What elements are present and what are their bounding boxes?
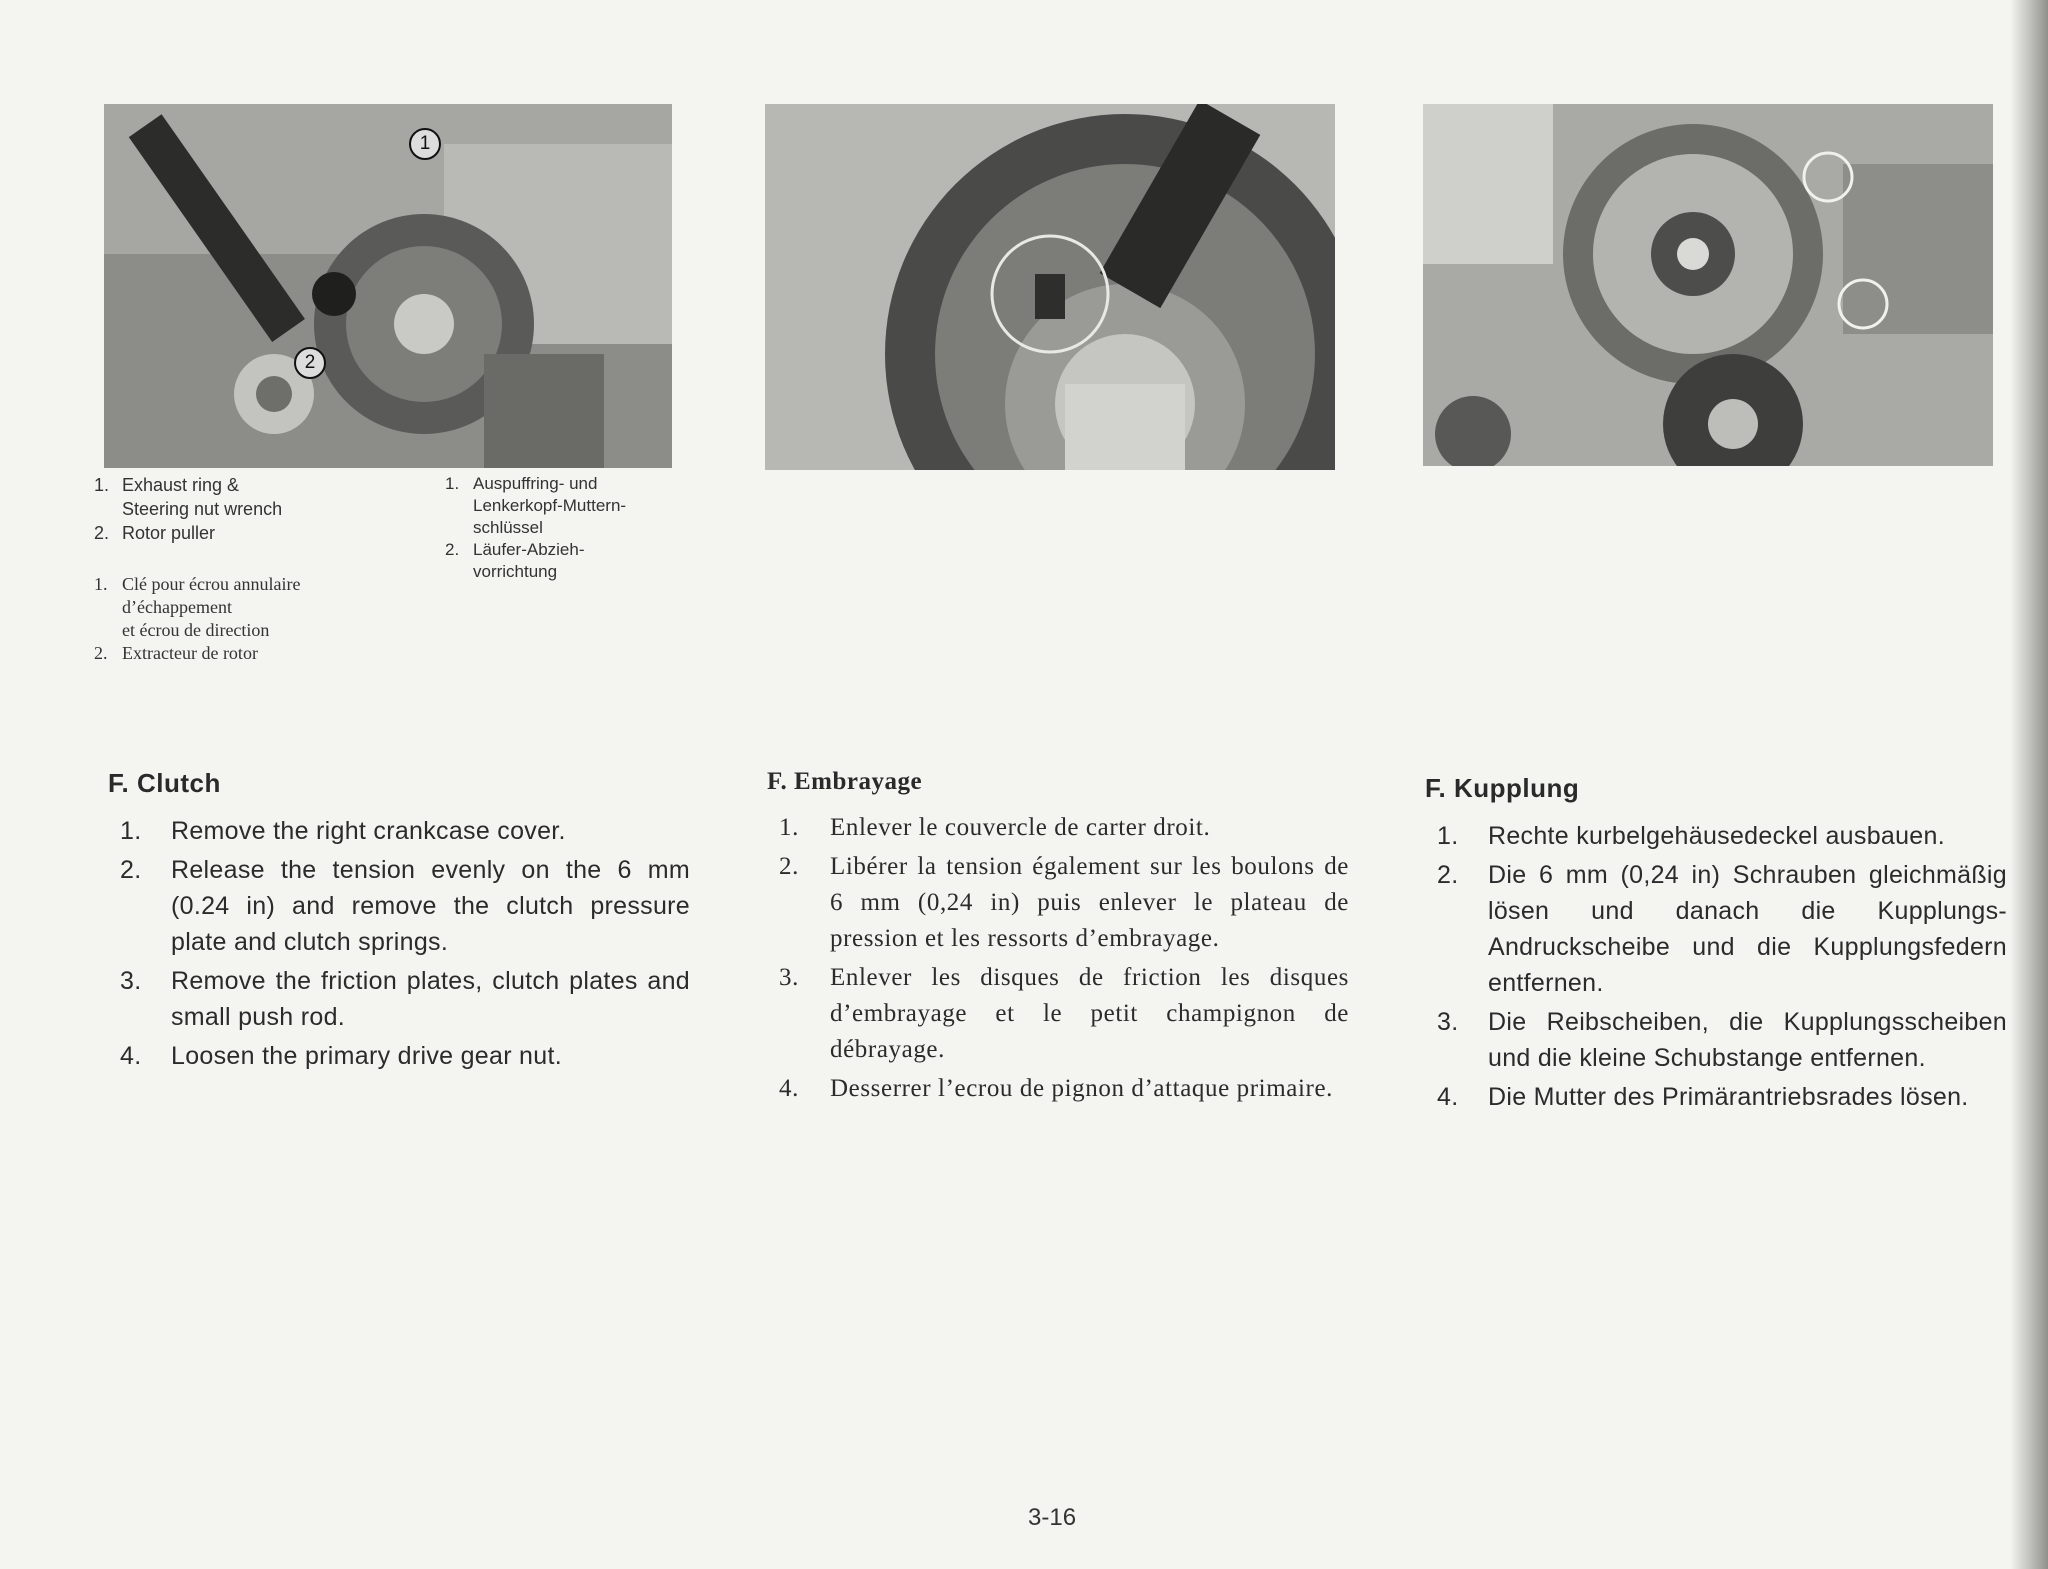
caption-num — [445, 561, 473, 583]
step-item — [767, 960, 1349, 1068]
section-title: F. Clutch — [108, 768, 221, 798]
step-number: 4. — [779, 1075, 799, 1102]
step-text: Enlever les disques de friction les disques d’embrayage et le petit champignon de débrayage. — [830, 964, 1349, 1063]
step-list — [767, 810, 1349, 1107]
caption-line — [94, 473, 282, 497]
caption-text: vorrichtung — [473, 562, 558, 581]
step-text: Release the tension evenly on the 6 mm (0.24 in) and remove the clutch pressure plate and clutch springs. — [171, 856, 690, 956]
caption-num — [445, 495, 473, 517]
caption-num: 1. — [445, 474, 460, 493]
caption-text: schlüssel — [473, 518, 543, 537]
caption-english — [94, 473, 282, 545]
caption-num: 2. — [94, 523, 110, 543]
step-number: 3. — [1437, 1008, 1459, 1036]
step-number: 2. — [120, 856, 142, 884]
step-number: 4. — [1437, 1083, 1459, 1111]
caption-text: et écrou de direction — [122, 620, 270, 640]
caption-text: Läufer-Abzieh- — [473, 540, 585, 559]
caption-line — [445, 517, 626, 539]
caption-num: 2. — [94, 643, 108, 663]
caption-line — [445, 539, 626, 561]
caption-text: Exhaust ring & — [122, 475, 240, 495]
caption-french — [94, 573, 300, 665]
photo-rotor-puller — [104, 104, 672, 468]
step-number: 3. — [779, 964, 799, 991]
step-text: Die 6 mm (0,24 in) Schrauben gleichmäßig lösen und danach die Kupplungs-Andruckscheibe und die Kupplungsfedern entfernen. — [1488, 861, 2007, 997]
step-text: Die Mutter des Primärantriebsrades lösen. — [1488, 1083, 1969, 1111]
caption-line — [445, 561, 626, 583]
callout-1: 1 — [409, 128, 441, 160]
caption-line — [94, 521, 282, 545]
step-item — [108, 852, 690, 960]
step-item — [767, 1071, 1349, 1107]
caption-num: 2. — [445, 540, 460, 559]
step-text: Loosen the primary drive gear nut. — [171, 1042, 562, 1070]
step-text: Libérer la tension également sur les boulons de 6 mm (0,24 in) puis enlever le plateau de pression et les ressorts d’embrayage. — [830, 853, 1349, 952]
step-item — [767, 849, 1349, 957]
step-list — [1425, 818, 2007, 1115]
caption-text: Extracteur de rotor — [122, 643, 258, 663]
step-number: 1. — [120, 817, 142, 845]
step-item — [1425, 1004, 2007, 1076]
caption-line — [94, 642, 300, 665]
photo-clutch-spring-bolt — [765, 104, 1335, 470]
step-text: Enlever le couvercle de carter droit. — [830, 814, 1211, 841]
step-item — [108, 813, 690, 849]
step-item — [767, 810, 1349, 846]
caption-line — [445, 473, 626, 495]
step-text: Die Reibscheiben, die Kupplungsscheiben und die kleine Schubstange entfernen. — [1488, 1008, 2007, 1072]
step-text: Remove the friction plates, clutch plates and small push rod. — [171, 967, 690, 1031]
caption-num — [94, 497, 122, 521]
step-list — [108, 813, 690, 1074]
step-number: 4. — [120, 1042, 142, 1070]
photo-crankcase-cover — [1423, 104, 1993, 466]
caption-german — [445, 473, 626, 583]
callout-2: 2 — [294, 347, 326, 379]
book-spine-shadow — [2010, 0, 2048, 1569]
step-item — [1425, 1079, 2007, 1115]
caption-text: Auspuffring- und — [473, 474, 598, 493]
step-text: Desserrer l’ecrou de pignon d’attaque primaire. — [830, 1075, 1333, 1102]
step-item — [108, 1038, 690, 1074]
step-text: Rechte kurbelgehäusedeckel ausbauen. — [1488, 822, 1945, 850]
caption-num — [94, 619, 122, 642]
caption-text: Clé pour écrou annulaire — [122, 574, 301, 594]
section-english — [108, 768, 690, 1074]
page-number: 3-16 — [1028, 1504, 1077, 1531]
step-number: 1. — [779, 814, 799, 841]
step-item — [1425, 857, 2007, 1001]
step-text: Remove the right crankcase cover. — [171, 817, 566, 845]
caption-line — [94, 497, 282, 521]
section-french — [767, 768, 1349, 1107]
caption-num — [445, 517, 473, 539]
section-title: F. Kupplung — [1425, 773, 1580, 803]
caption-text: Steering nut wrench — [122, 499, 283, 519]
caption-num: 1. — [94, 574, 108, 594]
caption-num — [94, 596, 122, 619]
step-number: 2. — [779, 853, 799, 880]
section-title: F. Embrayage — [767, 768, 923, 795]
section-german — [1425, 773, 2007, 1115]
caption-text: d’échappement — [122, 597, 232, 617]
caption-line — [445, 495, 626, 517]
step-number: 3. — [120, 967, 142, 995]
step-number: 1. — [1437, 822, 1459, 850]
caption-line — [94, 573, 300, 596]
caption-line — [94, 596, 300, 619]
caption-line — [94, 619, 300, 642]
caption-num: 1. — [94, 475, 110, 495]
step-item — [1425, 818, 2007, 854]
step-number: 2. — [1437, 861, 1459, 889]
caption-text: Lenkerkopf-Muttern- — [473, 496, 627, 515]
step-item — [108, 963, 690, 1035]
caption-text: Rotor puller — [122, 523, 216, 543]
